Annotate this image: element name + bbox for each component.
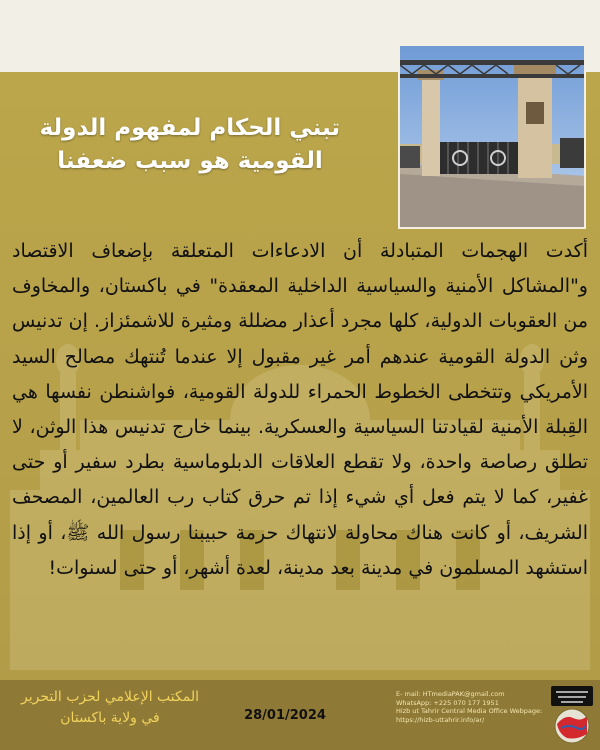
headline-line-1: تبني الحكام لمفهوم الدولة bbox=[39, 115, 340, 141]
publication-date: 28/01/2024 bbox=[244, 708, 326, 723]
contact-website-label: Hizb ut Tahrir Central Media Office Webpage: bbox=[396, 707, 543, 716]
contact-email[interactable]: E- mail: HTmediaPAK@gmail.com bbox=[396, 690, 505, 698]
article-body: أكدت الهجمات المتبادلة أن الادعاءات المتعلقة بإضعاف الاقتصاد و"المشاكل الأمنية والسياسية الداخلية المعقدة" في باكستان، والمخاوف من العقوبات الدولية، كلها مجرد أعذار مضللة ومثيرة للاشمئزاز. إن تدنيس وثن الدولة القومية عندهم أمر غير مقبول إلا عندما تُنتهك مصالح السيد الأمريكي وتتخطى الخطوط الحمراء للدولة القومية، فواشنطن نفسها هي القِبلة الأمنية لقيادتنا السياسية والعسكرية. بينما خارج تدنيس هذا الوثن، لا تطلق رصاصة واحدة، ولا تقطع العلاقات الدبلوماسية بطرد سفير أو حتى غفير، كما لا يتم فعل أي شيء إذا تم حرق كتاب رب العالمين، المصحف الشريف، أو كانت هناك محاولة لانتهاك حرمة حبيبنا رسول الله ﷺ، أو إذا استشهد المسلمون في مدينة بعد مدينة، لعدة أشهر، أو حتى لسنوات! bbox=[12, 240, 588, 579]
border-gate-photo bbox=[398, 44, 586, 229]
contact-website-link[interactable]: https://hizb-uttahrir.info/ar/ bbox=[396, 715, 485, 724]
hizb-logo-icon bbox=[547, 684, 597, 746]
media-office-line-2: في ولاية باكستان bbox=[60, 710, 160, 726]
media-office-line-1: المكتب الإعلامي لحزب التحرير bbox=[20, 689, 200, 705]
headline bbox=[40, 112, 340, 178]
contact-info bbox=[396, 690, 546, 724]
contact-whatsapp[interactable]: WhatsApp: +225 070 177 1951 bbox=[396, 698, 499, 707]
headline-line-2: القومية هو سبب ضعفنا bbox=[57, 148, 323, 174]
media-office-name bbox=[0, 687, 220, 729]
